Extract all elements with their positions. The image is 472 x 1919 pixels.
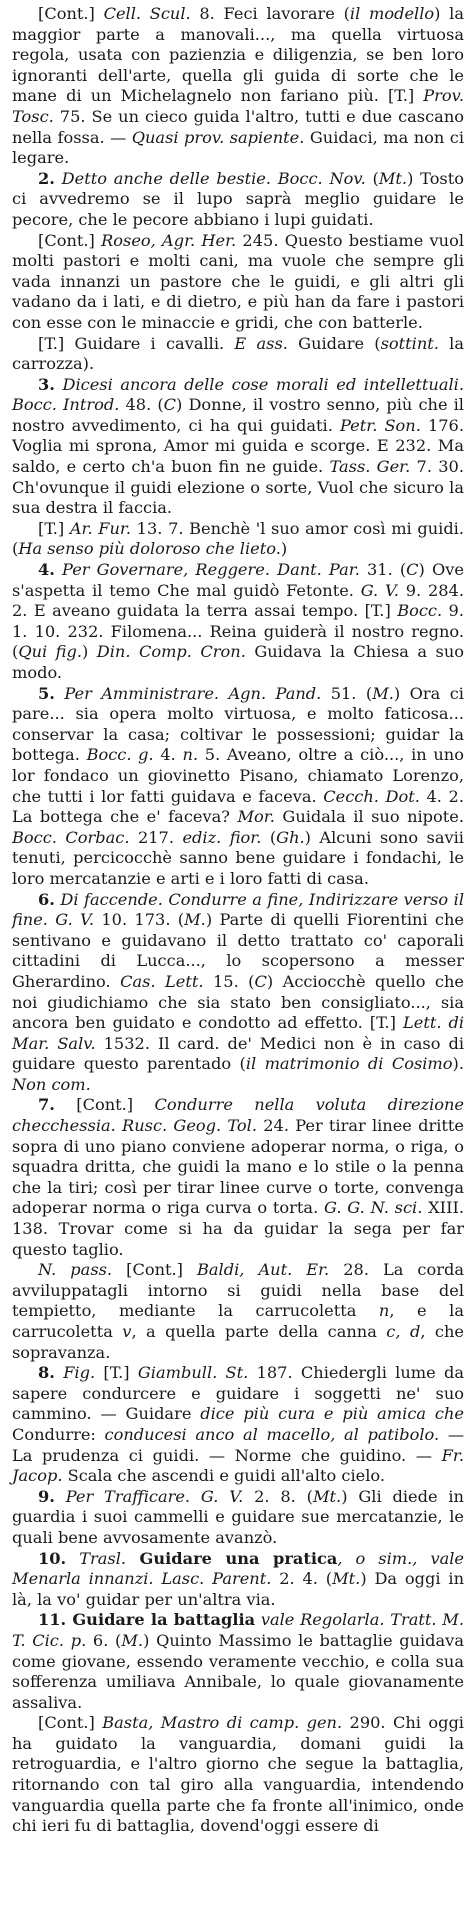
- text-run: dice più cura e più amica che: [200, 1404, 464, 1424]
- text-run: Mt.: [312, 1486, 342, 1506]
- entry-paragraph-sense-8: [12, 1363, 464, 1487]
- text-run: il matrimonio di Cosimo: [245, 1054, 453, 1074]
- text-run: [T.]: [38, 518, 70, 538]
- entry-paragraph-sense-9: [12, 1487, 464, 1549]
- text-run: 5. Aveano, oltre a ciò..., in uno lor fondaco un giovinetto Pisano, chiamato Lorenzo, che tutti i lor fatti guidava e faceva.: [12, 745, 464, 806]
- text-run: (: [365, 168, 379, 188]
- text-run: 4.: [38, 560, 55, 580]
- entry-paragraph-cont-basta: [12, 1713, 464, 1837]
- text-run: [T.] Guidare i cavalli.: [38, 333, 235, 353]
- text-run: 8. Feci lavorare (: [190, 4, 350, 23]
- text-run: ediz. fior.: [182, 827, 262, 847]
- text-run: n: [378, 1301, 390, 1321]
- text-run: 11. Guidare la battaglia: [38, 1610, 256, 1630]
- text-run: 7. 30. Ch'ovunque il guidi elezione o sorte, Vuol che sicuro la sua destra il faccia.: [12, 457, 464, 518]
- entry-paragraph-sense-11: [12, 1610, 464, 1713]
- text-run: — La prudenza ci guidi. — Norme che guidino. —: [12, 1424, 465, 1465]
- text-run: [Cont.]: [54, 1095, 155, 1115]
- text-run: Di faccende. Condurre a fine, Indirizzare verso il fine. G. V.: [12, 889, 464, 930]
- entry-paragraph-sense-6: [12, 890, 464, 1096]
- text-run: [Cont.]: [112, 1260, 198, 1280]
- entry-paragraph-t-cavalli: [12, 334, 464, 375]
- text-run: 245. Questo bestiame vuol molti pastori e molti cani, ma vuole che sempre gli vada innanzi un pastore che le guidi, e gli altri gli vadano da i lati, e di dietro, e più han da fare i pastori con esse con le minaccie e gridi, che con batterle.: [12, 230, 464, 332]
- text-run: XIII. 138. Trovar come si ha da guidar la sega per far questo taglio.: [12, 1198, 465, 1259]
- text-run: il modello: [349, 4, 435, 23]
- text-run: Cell. Scul.: [103, 4, 191, 23]
- text-run: 51. (: [321, 683, 373, 703]
- text-run: 6.: [38, 889, 55, 909]
- text-run: 4.: [153, 745, 183, 765]
- text-run: Giambull. St.: [137, 1363, 249, 1383]
- text-run: G. G. N. sci.: [324, 1198, 423, 1218]
- text-run: Per Trafficare. G. V.: [54, 1486, 244, 1506]
- text-run: Ha senso più doloroso che lieto.: [18, 539, 281, 559]
- text-run: Condurre:: [12, 1424, 105, 1444]
- text-run: ): [280, 539, 288, 559]
- text-run: Guidava la Chiesa a suo modo.: [12, 642, 465, 682]
- text-run: 28. La corda avviluppatagli intorno si guidi nella base del tempietto, mediante la carrucoletta: [12, 1260, 464, 1321]
- text-run: [Cont.]: [38, 230, 102, 250]
- text-run: Lett. di Mar. Salv.: [12, 1013, 465, 1053]
- text-run: Fig.: [54, 1363, 96, 1383]
- text-run: Guidare una pratica: [126, 1548, 338, 1568]
- text-run: (: [261, 827, 277, 847]
- text-run: 15. (: [203, 971, 255, 991]
- text-run: p.: [70, 1630, 87, 1650]
- text-run: ).: [452, 1054, 464, 1074]
- text-run: [Cont.]: [38, 1713, 103, 1733]
- text-run: Mor.: [237, 807, 275, 827]
- text-run: Guidaci, ma non ci legare.: [12, 127, 464, 168]
- text-run: Bocc. g.: [86, 745, 154, 765]
- text-run: Din. Comp. Cron.: [96, 642, 246, 662]
- text-run: Mt.: [332, 1569, 361, 1589]
- text-run: Cas. Lett.: [120, 971, 204, 991]
- text-run: ) Donne, il vostro senno, più che il nostro avvedimento, ci ha qui guidati.: [12, 395, 464, 435]
- entry-paragraph-sense-7: [12, 1095, 464, 1260]
- text-run: [T.]: [95, 1363, 138, 1383]
- text-run: 7.: [38, 1095, 55, 1115]
- text-run: Detto anche delle bestie. Bocc. Nov.: [54, 168, 366, 188]
- text-run: Scala che ascendi e guidi all'alto cielo.: [62, 1466, 385, 1486]
- text-run: Baldi, Aut. Er.: [197, 1260, 330, 1280]
- text-run: Bocc. Corbac.: [12, 827, 130, 847]
- text-run: 8.: [38, 1363, 55, 1383]
- text-run: [Cont.]: [38, 4, 104, 23]
- text-run: 9.: [38, 1486, 55, 1506]
- text-run: C: [254, 971, 267, 991]
- text-run: conducesi anco al macello, al patibolo.: [104, 1424, 440, 1444]
- text-run: ) Quinto Massimo le battaglie guidava come giovane, essendo veramente vecchio, e colla sua sofferenza umiliava Annibale, lo quale giovanamente assaliva.: [12, 1630, 464, 1712]
- text-run: Non com.: [12, 1074, 91, 1094]
- text-run: 9. 1. 10. 232. Filomena... Reina guiderà il nostro regno. (: [12, 601, 464, 662]
- text-run: Per Amministrare. Agn. Pand.: [54, 683, 322, 703]
- entry-paragraph-sense-2: [12, 169, 464, 231]
- text-run: ): [81, 642, 97, 662]
- text-run: Tass. Ger.: [329, 457, 411, 477]
- entry-paragraph-cont-roseo: [12, 231, 464, 334]
- text-run: 2. 8. (: [243, 1486, 313, 1506]
- text-run: Fr. Jacop.: [12, 1445, 464, 1486]
- text-run: Petr. Son.: [339, 415, 421, 435]
- text-run: Gh.: [276, 827, 305, 847]
- text-run: ) Gli diede in guardia i suoi cammelli e guidare sue mercatanzie, le quali bene avvosamente avanzò.: [12, 1486, 464, 1547]
- text-run: Guidala il suo nipote.: [274, 807, 465, 827]
- text-run: C: [163, 395, 177, 415]
- text-run: [64, 1631, 71, 1650]
- text-run: 2. 4. (: [271, 1569, 333, 1589]
- text-run: C: [406, 560, 419, 580]
- text-run: 6. (: [86, 1630, 122, 1650]
- text-run: , e la carrucoletta: [12, 1301, 464, 1341]
- text-run: Mt.: [378, 168, 408, 188]
- text-run: 217.: [129, 827, 183, 847]
- text-run: ) Acciocchè quello che noi giudichiamo che sia stato ben consigliato..., sia ancora ben guidato e condotto ad effetto. [T.]: [12, 971, 464, 1033]
- text-run: ) Ora ci pare... sia opera molto virtuosa, e molto faticosa... conservar la casa; coltivar le possessioni; guidar la bottega.: [12, 683, 464, 765]
- text-run: , o sim., vale Menarla innanzi. Lasc. Parent.: [12, 1548, 464, 1589]
- text-run: 10. 173. (: [94, 910, 185, 930]
- entry-paragraph-sense-3: [12, 375, 464, 519]
- text-run: 24. Per tirar linee dritte sopra di uno piano conviene adoperar norma, o riga, o squadra dritta, che guidi la mano e lo stile o la penna che la tiri; così per tirar linee curve o torte, convenga adoperar norma o riga curva o torta.: [12, 1116, 464, 1218]
- text-run: Quasi prov. sapiente.: [131, 127, 305, 147]
- text-run: la carrozza).: [12, 333, 464, 374]
- text-run: M.: [121, 1630, 144, 1650]
- text-run: ) Alcuni sono savii tenuti, percicocchè sanno bene guidare i fondachi, le loro mercatanzie e arti e i loro fatti di casa.: [12, 827, 464, 888]
- text-run: c, d: [386, 1322, 421, 1341]
- text-run: Trasl.: [66, 1548, 127, 1568]
- text-run: Roseo, Agr. Her.: [101, 230, 237, 250]
- text-run: 2.: [38, 168, 55, 188]
- text-run: Bocc.: [397, 601, 443, 621]
- text-run: 290. Chi oggi ha guidato la vanguardia, domani guidi la retroguardia, e l'altro giorno che segue la battaglia, ritornando con tal giro alla vanguardia, intendendo vanguardia quella parte che fa fronte all'inimico, onde chi ieri fu di battaglia, dovend'oggi essere di: [12, 1713, 464, 1836]
- text-run: ) Tosto ci avvedremo se il lupo saprà meglio guidare le pecore, che le pecore abbiano i lupi guidati.: [12, 168, 464, 229]
- text-run: sottint.: [380, 333, 439, 353]
- text-run: ) Parte di quelli Fiorentini che sentivano e guidavano il detto trattato co' caporali cittadini di Lucca..., lo scopersono a messer Gherardino.: [12, 910, 464, 991]
- text-run: 13. 7. Benchè 'l suo amor così mi guidi. (: [12, 518, 465, 559]
- text-run: , a quella parte della canna: [131, 1322, 387, 1341]
- text-run: 4. 2. La bottega che e' faceva?: [12, 786, 464, 827]
- text-run: 75. Se un cieco guida l'altro, tutti e due cascano nella fossa. —: [12, 106, 464, 147]
- text-run: v: [122, 1322, 132, 1341]
- text-run: 187. Chiedergli lume da sapere condurcere e guidare i soggetti ne' suo cammino. — Guidare: [12, 1363, 464, 1424]
- text-run: ) Ove s'aspetta il temo Che mal guidò Fetonte.: [12, 560, 464, 600]
- text-run: E ass.: [234, 333, 288, 353]
- text-run: 3.: [38, 374, 55, 394]
- text-run: G. V.: [360, 580, 399, 600]
- text-run: Condurre nella voluta direzione checchessia. Rusc. Geog. Tol.: [12, 1095, 464, 1136]
- text-run: , che sopravanza.: [12, 1322, 464, 1362]
- text-run: Ar. Fur.: [69, 518, 132, 538]
- text-run: N. pass.: [38, 1260, 113, 1280]
- text-run: 48. (: [119, 395, 164, 415]
- text-run: M.: [372, 683, 394, 703]
- text-run: Prov. Tosc.: [12, 86, 464, 126]
- text-run: 31. (: [359, 560, 407, 580]
- text-run: Basta, Mastro di camp. gen.: [102, 1713, 343, 1733]
- text-run: vale Regolarla. Tratt. M. T. Cic.: [12, 1610, 464, 1650]
- text-run: 9. 284. 2. E aveano guidata la terra assai tempo. [T.]: [12, 580, 464, 621]
- entry-paragraph-sense-4: [12, 560, 464, 684]
- text-run: Guidare (: [287, 333, 381, 353]
- text-run: 176. Voglia mi sprona, Amor mi guida e scorge. E 232. Ma saldo, e certo ch'a buon fin ne guide.: [12, 415, 464, 477]
- text-run: Per Governare, Reggere. Dant. Par.: [54, 560, 360, 580]
- text-run: 1532. Il card. de' Medici non è in caso di guidare questo parentado (: [12, 1033, 464, 1074]
- text-run: ) Da oggi in là, la vo' guidar per un'altra via.: [12, 1569, 464, 1609]
- entry-paragraph-t-ariosto: [12, 519, 464, 560]
- text-run: ) la maggior parte a manovali..., ma quella virtuosa regola, usata con pazienzia e diligenzia, se ben loro ignoranti dell'arte, quella gli guida di sorte che le mane di un Michelagnelo non fariano più. [T.]: [12, 4, 464, 106]
- text-run: Dicesi ancora delle cose morali ed intellettuali. Bocc. Introd.: [12, 374, 464, 415]
- text-run: 5.: [38, 683, 55, 703]
- text-run: M.: [184, 910, 206, 930]
- text-run: n.: [182, 745, 199, 765]
- entry-paragraph-cont-cell: [12, 4, 464, 169]
- text-run: 10.: [38, 1548, 67, 1568]
- text-run: Cecch. Dot.: [323, 786, 420, 806]
- entry-paragraph-sense-10: [12, 1549, 464, 1611]
- entry-paragraph-npass: [12, 1260, 464, 1363]
- text-run: Qui fig.: [18, 642, 82, 662]
- entry-paragraph-sense-5: [12, 684, 464, 890]
